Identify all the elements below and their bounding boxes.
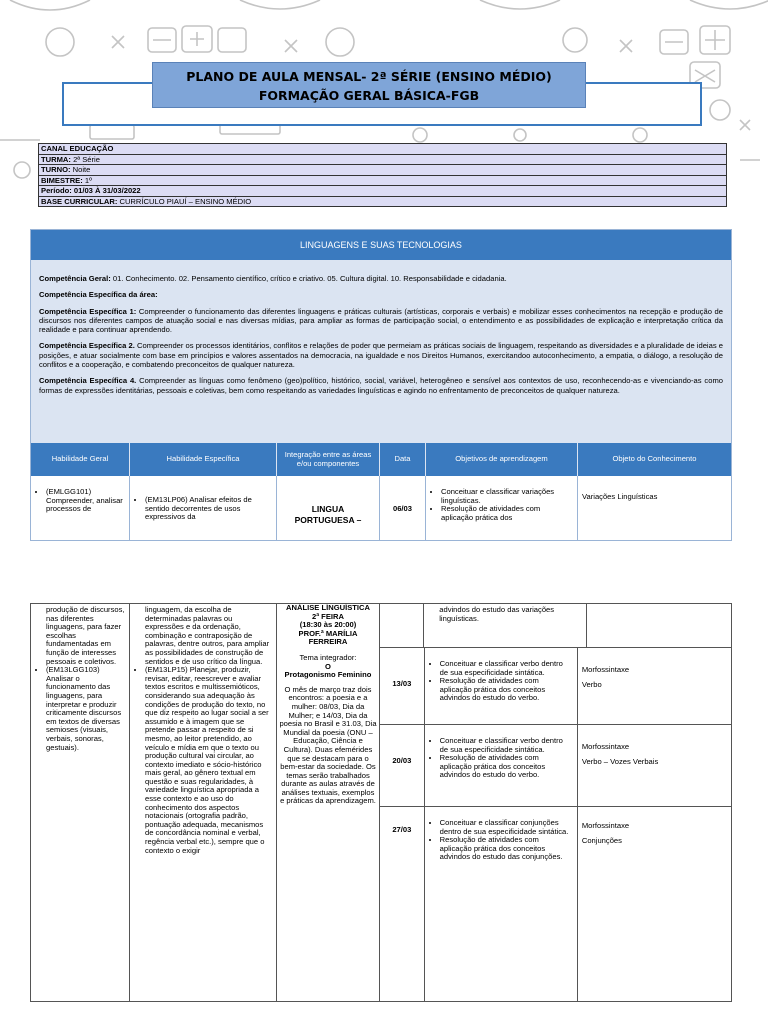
objeto-text: Verbo – Vozes Verbais: [581, 756, 659, 766]
info-bimestre: BIMESTRE: 1º: [39, 175, 727, 186]
date-cell: 06/03: [380, 476, 426, 540]
info-turno: TURNO: Noite: [39, 165, 727, 176]
objeto-text: Verbo: [581, 679, 602, 689]
hab-geral-cont: produção de discursos, nas diferentes linguagens, para fazer escolhas fundamentadas em função de interesses pessoais e coletivos.: [46, 605, 125, 666]
table-row: [380, 807, 731, 1001]
hab-geral-text: • (EMLGG101) Compreender, analisar processos de: [46, 488, 125, 514]
competencias-block: [31, 274, 731, 395]
area-section: [30, 229, 732, 541]
hab-esp-2: • (EM13LP15) Planejar, produzir, revisar, editar, reescrever e avaliar textos escritos e multissemióticos, considerando sua adequação às condições de produção do texto, no que diz respeito ao lugar social a ser assumido e à imagem que se pretende passar a respeito de si mesmo, ao leitor pretendido, ao veículo e mídia em que o texto ou produção cultural vai circular, ao contexto imediato e sócio-histórico mais geral, ao gênero textual em questão e suas regularidades, à variedade linguística apropriada a esse contexto e ao uso do conhecimento dos aspectos notacionais (ortografia padrão, pontuação adequada, mecanismos de concordância nominal e verbal, regência verbal etc.), sempre que o contexto o exigir: [145, 666, 273, 855]
int-line: 2ª FEIRA: [312, 611, 344, 621]
competencia-especifica-4: Competência Específica 4. Compreender as línguas como fenômeno (geo)político, histórico, social, variável, heterogêneo e sensível aos contextos de uso, reconhecendo-as e vivenciando-as como formas de expressões identitárias, pessoais e coletivas, bem como respeitando as variedades linguísticas e agindo no enfrentamento de preconceitos de qualquer natureza.: [39, 376, 723, 395]
col-objetivos: Objetivos de aprendizagem: [426, 443, 578, 476]
table-row: [380, 648, 731, 725]
int-line: O: [325, 661, 331, 671]
hab-geral-2: • (EM13LGG103) Analisar o funcionamento das linguagens, para interpretar e produzir criticamente discursos em textos de diversas semioses (visuais, verbais, sonoras, gestuais).: [46, 666, 127, 752]
info-base: BASE CURRICULAR: CURRÍCULO PIAUÍ – ENSINO MÉDIO: [39, 196, 727, 207]
integracao-cell: [277, 604, 380, 1001]
date-cell: 13/03: [380, 648, 425, 724]
info-canal: CANAL EDUCAÇÃO: [39, 144, 727, 155]
int-line: O mês de março traz dois encontros: a poesia e a mulher: 08/03, Dia da Mulher; e 14/03, Dia da poesia no Brasil e 31.03, Dia Mundial da poesia (ONU – Educação, Ciência e Cultura). Duas efemérides que se destacam para o bem-estar da sociedade. Os temas serão trabalhados durante as aulas através de análises textuais, exemplos e práticas da aprendizagem.: [279, 684, 377, 806]
col-data: Data: [380, 443, 426, 476]
info-turma: TURMA: 2ª Série: [39, 154, 727, 165]
date-cell: 27/03: [380, 807, 425, 1001]
table-row: [31, 476, 731, 540]
objetivo-item: • Resolução de atividades com aplicação prática dos conceitos advindos do estudo do verbo.: [440, 754, 573, 780]
col-integracao: Integração entre as áreas e/ou componentes: [277, 443, 380, 476]
objeto-text: Morfossintaxe: [581, 742, 630, 751]
int-line: Protagonismo Feminino: [284, 670, 372, 680]
hab-esp-cont: linguagem, da escolha de determinadas palavras ou expressões e da ordenação, combinação e contraposição de palavras, dentre outros, para ampliar as possibilidades de construção de sentidos e de uso crítico da língua.: [145, 605, 270, 666]
competencia-geral: Competência Geral: 01. Conhecimento. 02. Pensamento científico, crítico e criativo. 05. Cultura digital. 10. Responsabilidade e cidadania.: [39, 274, 507, 283]
objetivo-cont: advindos do estudo das variações linguísticas.: [424, 604, 587, 647]
objetivo-item: • Conceituar e classificar verbo dentro de sua especificidade sintática.: [440, 660, 573, 677]
hab-esp-text: • (EM13LP06) Analisar efeitos de sentido decorrentes de usos expressivos da: [145, 496, 272, 522]
objetivo-item: • Conceituar e classificar verbo dentro de sua especificidade sintática.: [440, 737, 573, 754]
col-habilidade-especifica: Habilidade Específica: [130, 443, 277, 476]
area-title: LINGUAGENS E SUAS TECNOLOGIAS: [31, 230, 731, 260]
table-row: [380, 604, 731, 648]
objeto-text: Morfossintaxe: [581, 821, 630, 830]
col-objeto: Objeto do Conhecimento: [612, 454, 697, 464]
objeto-text: Conjunções: [581, 835, 622, 845]
col-habilidade-geral: Habilidade Geral: [31, 443, 130, 476]
competencia-especifica-label: Competência Específica da área:: [39, 290, 158, 300]
table-header: [31, 443, 731, 476]
objetivo-item: • Conceituar e classificar conjunções dentro de sua especificidade sintática.: [440, 819, 573, 836]
int-line: ANÁLISE LÍNGUÍSTICA: [286, 604, 370, 612]
objeto-text: Morfossintaxe: [581, 665, 630, 674]
objetivo-item: • Conceituar e classificar variações linguísticas.: [441, 488, 573, 505]
int-line: PROF.ª MARÍLIA FERREIRA: [298, 628, 358, 647]
info-periodo: Período: 01/03 À 31/03/2022: [39, 186, 727, 197]
competencia-especifica-1: Competência Específica 1: Compreender o funcionamento das diferentes linguagens e práticas culturais (artísticas, corporais e verbais) e mobilizar esses conhecimentos na recepção e produção de discursos nos diferentes campos de atuação social e nas diversas mídias, para ampliar as formas de participação social, o entendimento e as possibilidades de explicação e interpretação crítica da realidade e para continuar aprendendo.: [39, 306, 723, 335]
competencia-especifica-2: Competência Específica 2. Compreender os processos identitários, conflitos e relações de poder que permeiam as práticas sociais de linguagem, respeitando as diversidades e a pluralidade de ideias e posições, e atuar socialmente com base em princípios e valores assentados na democracia, na igualdade e nos Direitos Humanos, exercitandoo autoconhecimento, a empatia, o diálogo, a resolução de conflitos e a cooperação, e combatendo preconceitos de qualquer natureza.: [39, 341, 723, 370]
title-line-2: FORMAÇÃO GERAL BÁSICA-FGB: [258, 88, 480, 103]
objetivo-item: • Resolução de atividades com aplicação prática dos conceitos advindos do estudo das conjunções.: [440, 836, 573, 862]
integracao-text: LINGUA PORTUGUESA –: [277, 476, 380, 540]
int-line: (18:30 às 20:00): [299, 620, 357, 630]
class-info-table: [38, 143, 727, 207]
table-continuation: [30, 603, 732, 1002]
page-title: [152, 62, 586, 108]
date-cell: 20/03: [380, 725, 425, 806]
int-line: Tema integrador:: [299, 652, 357, 662]
objetivo-item: • Resolução de atividades com aplicação prática dos conceitos advindos do estudo do verbo.: [440, 677, 573, 703]
title-line-1: PLANO DE AULA MENSAL- 2ª SÉRIE (ENSINO MÉDIO): [186, 69, 552, 84]
objetivo-item: • Resolução de atividades com aplicação prática dos: [441, 505, 573, 522]
table-row: [380, 725, 731, 807]
objeto-text: Variações Linguísticas: [582, 492, 658, 501]
